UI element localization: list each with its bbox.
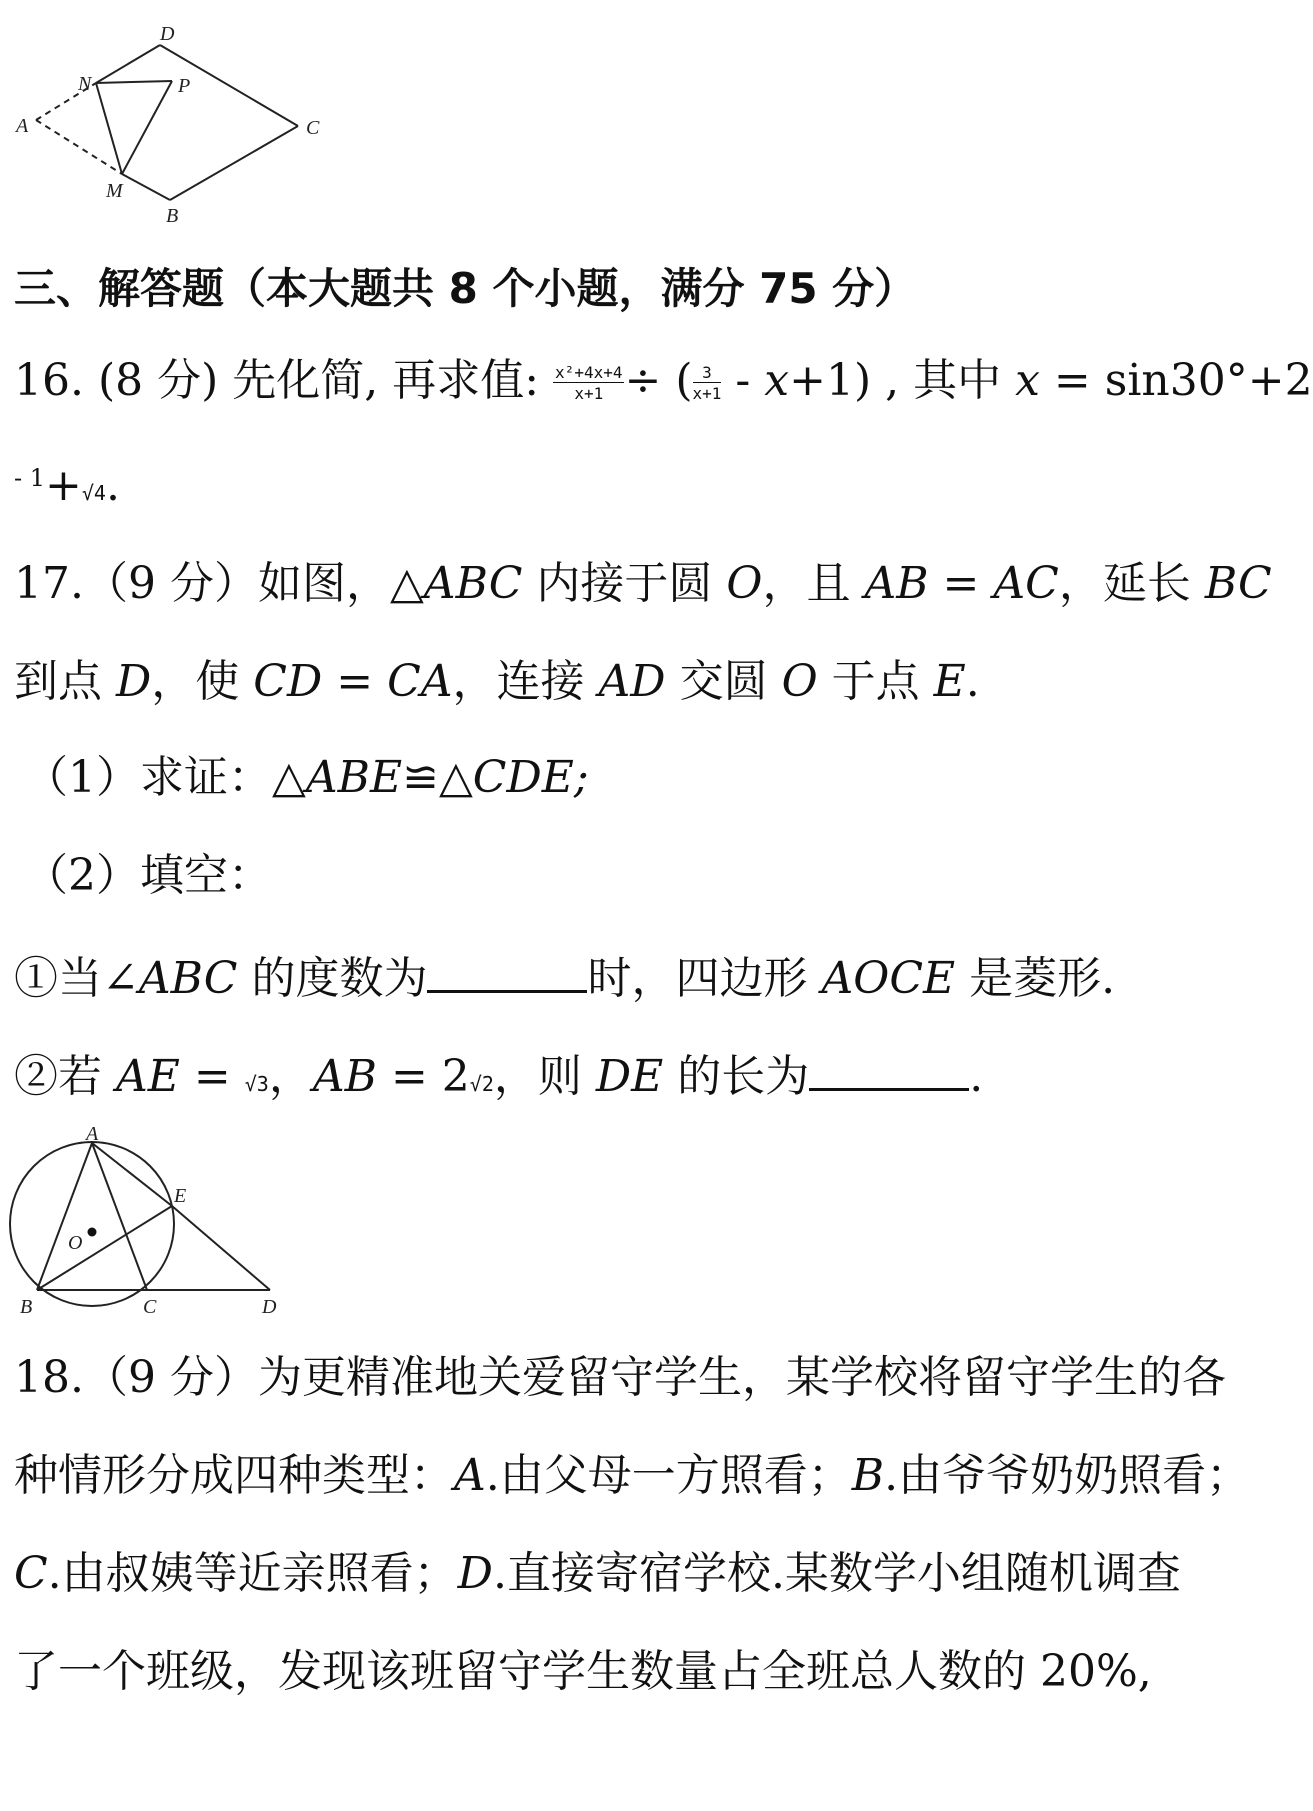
segment-bm xyxy=(122,174,170,200)
q17-math: CA xyxy=(387,656,453,707)
q17-math: O xyxy=(781,656,818,707)
segment-cb xyxy=(170,126,298,200)
segment-nd xyxy=(96,45,160,83)
question-17-fill-1 xyxy=(14,948,1115,1006)
label-n: N xyxy=(78,73,92,95)
fraction-2-numerator: 3 xyxy=(693,364,722,384)
segment-be xyxy=(37,1206,172,1290)
label-d: D xyxy=(160,23,175,45)
label-e: E xyxy=(174,1185,187,1207)
q17-text: = xyxy=(179,1050,245,1102)
segment-nm xyxy=(96,83,122,174)
q16-var-x-2: x xyxy=(1015,355,1040,406)
question-16-line-2 xyxy=(14,460,120,513)
q18-text: .由叔姨等近亲照看； xyxy=(47,1548,458,1599)
q16-plus: + xyxy=(45,460,82,511)
q16-tail-a: - xyxy=(721,355,765,406)
question-18-line-3 xyxy=(14,1548,1181,1601)
label-c: C xyxy=(306,117,320,139)
question-18-line-2 xyxy=(14,1450,1250,1503)
q18-math: C xyxy=(14,1548,48,1599)
q17-text: 17.（9 分）如图，△ xyxy=(14,558,424,609)
q17-text: ， xyxy=(268,1050,313,1102)
question-17-part-2: （2）填空： xyxy=(24,850,272,901)
q17-math: CD xyxy=(253,656,323,707)
q16-var-x: x xyxy=(764,355,790,406)
question-17-line-2 xyxy=(14,656,980,709)
segment-ab xyxy=(37,1143,92,1290)
q17-text: = xyxy=(928,558,994,609)
q17-text: 交圆 xyxy=(665,656,782,707)
fraction-1-denominator: x+1 xyxy=(574,384,604,404)
section-heading: 三、解答题（本大题共 8 个小题，满分 75 分） xyxy=(14,264,917,313)
question-18-line-1: 18.（9 分）为更精准地关爱留守学生，某学校将留守学生的各 xyxy=(14,1352,1226,1403)
sqrt2: √2 xyxy=(469,1071,494,1096)
q17-text: ，则 xyxy=(493,1050,596,1102)
question-17-line-1 xyxy=(14,558,1272,611)
q16-period: . xyxy=(105,460,120,511)
q17-text: ，且 xyxy=(762,558,865,609)
figure-circle-triangle xyxy=(0,1125,300,1330)
q17-text: 时，四边形 xyxy=(587,952,822,1004)
q17-math: D xyxy=(116,656,152,707)
segment-ed xyxy=(172,1206,270,1290)
q16-sqrt4: √4 xyxy=(81,481,106,505)
q17-math: BC xyxy=(1204,558,1272,609)
segment-np xyxy=(96,81,172,83)
q17-text: ①当∠ xyxy=(14,952,139,1004)
q17-text: ，延长 xyxy=(1058,558,1205,609)
q18-text: .由父母一方照看； xyxy=(485,1450,852,1501)
label-a: A xyxy=(16,115,29,137)
q17-math: E xyxy=(933,656,966,707)
q16-tail-e: = sin30°+2 xyxy=(1039,355,1313,406)
question-18-line-4: 了一个班级，发现该班留守学生数量占全班总人数的 20%, xyxy=(14,1646,1152,1697)
q18-text: .由爷爷奶奶照看； xyxy=(884,1450,1251,1501)
q16-head: 16. (8 分) 先化简, 再求值: xyxy=(14,355,554,406)
label-o: O xyxy=(68,1232,83,1254)
question-16-line-1 xyxy=(14,355,1313,408)
fraction-1 xyxy=(553,364,624,404)
q17-text: （1）求证：△ xyxy=(24,752,306,803)
q17-text: 的度数为 xyxy=(237,952,428,1004)
q17-text: = xyxy=(322,656,388,707)
q17-math: AOCE xyxy=(821,952,956,1004)
segment-pm xyxy=(122,81,172,174)
q17-math: CDE xyxy=(472,752,574,803)
q17-text: . xyxy=(969,1050,984,1102)
answer-blank-2[interactable] xyxy=(809,1046,969,1091)
center-point xyxy=(88,1228,97,1237)
circle-o xyxy=(10,1142,174,1306)
question-17-fill-2 xyxy=(14,1046,983,1104)
q16-tail-c: +1) , 其中 xyxy=(789,355,1016,406)
label-m: M xyxy=(106,180,123,202)
answer-blank-1[interactable] xyxy=(427,948,587,993)
figure-quadrilateral xyxy=(0,0,320,225)
q17-math: AD xyxy=(598,656,666,707)
q17-text: ②若 xyxy=(14,1050,116,1102)
label-b: B xyxy=(20,1296,33,1318)
q17-text: 是菱形. xyxy=(955,952,1116,1004)
q17-math: ABC xyxy=(423,558,523,609)
q17-math: AC xyxy=(993,558,1059,609)
q17-math: AB xyxy=(864,558,929,609)
sqrt3: √3 xyxy=(244,1071,269,1096)
label-c: C xyxy=(143,1296,157,1318)
label-b: B xyxy=(166,205,179,227)
label-a: A xyxy=(86,1123,99,1145)
q17-text: ，使 xyxy=(151,656,254,707)
q17-math: ABE xyxy=(305,752,403,803)
q16-div: ÷ ( xyxy=(624,355,693,406)
q17-math: DE xyxy=(595,1050,664,1102)
fraction-2-denominator: x+1 xyxy=(692,384,722,404)
q18-math: D xyxy=(457,1548,493,1599)
q16-exponent: - 1 xyxy=(14,464,46,492)
label-p: P xyxy=(178,75,191,97)
q17-text: ; xyxy=(573,752,589,803)
q18-text: .直接寄宿学校.某数学小组随机调查 xyxy=(492,1548,1181,1599)
q17-math: AB xyxy=(312,1050,377,1102)
q17-text: ≌△ xyxy=(402,752,473,803)
q17-text: 内接于圆 xyxy=(522,558,727,609)
q18-text: 种情形分成四种类型： xyxy=(14,1450,454,1501)
q17-text: ，连接 xyxy=(452,656,599,707)
fraction-2 xyxy=(693,364,722,404)
fraction-1-numerator: x²+4x+4 xyxy=(555,362,623,382)
label-d: D xyxy=(262,1296,277,1318)
q17-math: ABC xyxy=(138,952,238,1004)
q17-text: . xyxy=(965,656,980,707)
question-17-part-1 xyxy=(24,752,589,805)
q18-math: B xyxy=(851,1450,885,1501)
q17-text: 的长为 xyxy=(663,1050,810,1102)
q17-math: O xyxy=(726,558,763,609)
q18-math: A xyxy=(454,1450,486,1501)
q17-text: 到点 xyxy=(14,656,116,707)
q17-text: = 2 xyxy=(376,1050,470,1102)
q17-math: AE xyxy=(116,1050,180,1102)
q17-text: 于点 xyxy=(817,656,934,707)
